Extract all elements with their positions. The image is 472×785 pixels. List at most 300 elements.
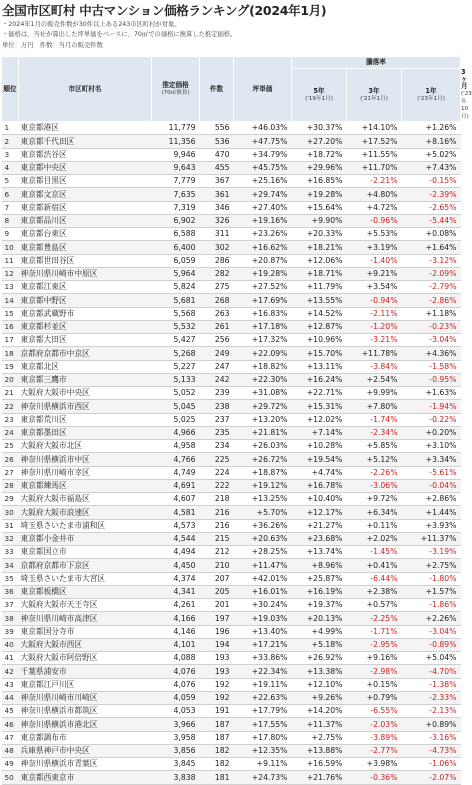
table-row [2,347,461,360]
rate-3m-cell: +1.64% [402,241,461,254]
table-row [2,625,461,638]
rate-3m-cell: -2.39% [402,188,461,201]
table-row [2,705,461,718]
rate-5y-cell: +16.24% [292,373,347,386]
rank-cell: 34 [2,559,19,572]
name-cell: 京都府京都市下京区 [19,559,152,572]
table-row [2,228,461,241]
tsubo-cell: +27.52% [234,281,292,294]
name-cell: 東京都国立市 [19,546,152,559]
note-line-2: ・価格は、当社が算出した坪単価をベースに、70㎡での価格に換算した推定価格。 [2,31,237,38]
rate-3m-cell: +3.10% [402,440,461,453]
tsubo-cell: +17.21% [234,638,292,651]
table-row [2,731,461,744]
rate-3y-cell: -6.44% [347,572,402,585]
rate-5y-cell: +11.79% [292,281,347,294]
rate-5y-cell: +14.52% [292,307,347,320]
table-row [2,572,461,585]
rate-3m-cell: -4.73% [402,744,461,757]
rate-3m-cell: -4.70% [402,665,461,678]
tsubo-cell: +19.12% [234,479,292,492]
count-cell: 556 [200,122,234,135]
rank-cell: 6 [2,188,19,201]
count-cell: 249 [200,347,234,360]
price-cell: 4,581 [152,506,200,519]
table-row [2,161,461,174]
name-cell: 東京都荒川区 [19,413,152,426]
rate-3m-cell: +1.18% [402,307,461,320]
rate-3y-cell: -2.77% [347,744,402,757]
name-cell: 神奈川県川崎市中原区 [19,267,152,280]
name-cell: 神奈川県横浜市青葉区 [19,758,152,771]
table-row [2,135,461,148]
price-cell: 5,052 [152,387,200,400]
rate-3y-cell: +9.99% [347,387,402,400]
tsubo-cell: +34.79% [234,148,292,161]
tsubo-cell: +18.82% [234,360,292,373]
rate-3m-cell: +5.02% [402,148,461,161]
col-header-tsubo: 坪単価 [234,57,292,122]
rate-3y-cell: -2.34% [347,426,402,439]
name-cell: 神奈川県横浜市港北区 [19,718,152,731]
rate-5y-cell: +19.37% [292,599,347,612]
name-cell: 東京都港区 [19,122,152,135]
tsubo-cell: +29.72% [234,400,292,413]
name-cell: 東京都江東区 [19,281,152,294]
name-cell: 神奈川県横浜市都筑区 [19,705,152,718]
count-cell: 302 [200,241,234,254]
price-sub-label: (70㎡換算) [161,89,190,96]
count-cell: 256 [200,334,234,347]
price-cell: 9,643 [152,161,200,174]
rate-3y-cell: +11.70% [347,161,402,174]
tsubo-cell: +17.80% [234,731,292,744]
rank-cell: 45 [2,705,19,718]
rate-3y-cell: +6.34% [347,506,402,519]
tsubo-cell: +26.03% [234,440,292,453]
tsubo-cell: +22.09% [234,347,292,360]
count-cell: 191 [200,705,234,718]
price-cell: 4,076 [152,678,200,691]
name-cell: 東京都小金井市 [19,532,152,545]
name-cell: 埼玉県さいたま市大宮区 [19,572,152,585]
count-cell: 235 [200,426,234,439]
table-row [2,665,461,678]
table-row [2,678,461,691]
rank-cell: 19 [2,360,19,373]
rate-3m-cell: +2.26% [402,612,461,625]
price-cell: 6,400 [152,241,200,254]
rate-3m-cell: -5.61% [402,466,461,479]
count-cell: 234 [200,440,234,453]
count-cell: 268 [200,294,234,307]
table-row [2,188,461,201]
rank-cell: 40 [2,638,19,651]
rank-cell: 11 [2,254,19,267]
table-row [2,652,461,665]
rate-5y-cell: +18.21% [292,241,347,254]
rate-3y-cell: -1.20% [347,320,402,333]
rate-3y-cell: +7.80% [347,400,402,413]
count-cell: 218 [200,493,234,506]
table-row [2,241,461,254]
rate-5y-cell: +21.76% [292,771,347,784]
name-cell: 大阪府大阪市阿倍野区 [19,652,152,665]
rank-cell: 2 [2,135,19,148]
rank-cell: 41 [2,652,19,665]
table-row [2,214,461,227]
table-row [2,360,461,373]
count-cell: 192 [200,678,234,691]
rate-3y-cell: -1.45% [347,546,402,559]
count-cell: 239 [200,387,234,400]
count-cell: 263 [200,307,234,320]
table-row [2,546,461,559]
price-cell: 4,607 [152,493,200,506]
tsubo-cell: +26.72% [234,453,292,466]
rate-3y-cell: -2.11% [347,307,402,320]
table-row [2,440,461,453]
price-cell: 5,681 [152,294,200,307]
rank-cell: 25 [2,440,19,453]
rank-cell: 3 [2,148,19,161]
1y-sub-label: ('23年1月) [417,95,445,102]
price-cell: 4,059 [152,691,200,704]
table-row [2,493,461,506]
tsubo-cell: +17.69% [234,294,292,307]
rate-3m-cell: -0.04% [402,479,461,492]
tsubo-cell: +46.03% [234,122,292,135]
tsubo-cell: +21.81% [234,426,292,439]
count-cell: 193 [200,652,234,665]
rate-3y-cell: +9.21% [347,267,402,280]
price-cell: 5,427 [152,334,200,347]
rate-5y-cell: +12.10% [292,678,347,691]
rate-3m-cell: +5.04% [402,652,461,665]
rate-5y-cell: +5.18% [292,638,347,651]
rate-3y-cell: -0.94% [347,294,402,307]
tsubo-cell: +5.70% [234,506,292,519]
price-cell: 4,544 [152,532,200,545]
price-cell: 4,341 [152,585,200,598]
rate-5y-cell: +14.20% [292,705,347,718]
rate-5y-cell: +16.85% [292,175,347,188]
name-cell: 大阪府大阪市福島区 [19,493,152,506]
tsubo-cell: +47.75% [234,135,292,148]
rate-5y-cell: +12.02% [292,413,347,426]
table-row [2,320,461,333]
tsubo-cell: +20.63% [234,532,292,545]
count-cell: 242 [200,373,234,386]
name-cell: 東京都品川区 [19,214,152,227]
price-cell: 4,958 [152,440,200,453]
price-cell: 5,133 [152,373,200,386]
rank-cell: 20 [2,373,19,386]
count-cell: 247 [200,360,234,373]
rate-5y-cell: +29.96% [292,161,347,174]
page-title: 全国市区町村 中古マンション価格ランキング(2024年1月) [2,3,327,18]
price-cell: 4,101 [152,638,200,651]
rate-5y-cell: +4.99% [292,625,347,638]
rate-5y-cell: +19.28% [292,188,347,201]
rate-3y-cell: -3.89% [347,731,402,744]
rate-5y-cell: +18.72% [292,148,347,161]
rank-cell: 48 [2,744,19,757]
tsubo-cell: +22.63% [234,691,292,704]
price-cell: 4,053 [152,705,200,718]
tsubo-cell: +36.26% [234,519,292,532]
col-header-name: 市区町村名 [19,57,152,122]
count-cell: 286 [200,254,234,267]
rate-3m-cell: -1.58% [402,360,461,373]
rate-3y-cell: +5.53% [347,228,402,241]
name-cell: 東京都千代田区 [19,135,152,148]
rate-3m-cell: +2.86% [402,493,461,506]
tsubo-cell: +17.79% [234,705,292,718]
rank-cell: 39 [2,625,19,638]
name-cell: 東京都江戸川区 [19,678,152,691]
table-row [2,519,461,532]
rate-3m-cell: +1.44% [402,506,461,519]
col-header-rank: 順位 [2,57,19,122]
rate-5y-cell: +22.71% [292,387,347,400]
rate-5y-cell: +16.59% [292,758,347,771]
rate-3y-cell: +2.54% [347,373,402,386]
rank-cell: 42 [2,665,19,678]
count-cell: 455 [200,161,234,174]
rate-3m-cell: -5.44% [402,214,461,227]
rate-3y-cell: +4.72% [347,201,402,214]
rate-3y-cell: +0.57% [347,599,402,612]
1y-label: 1年 [425,86,437,95]
rate-5y-cell: +10.96% [292,334,347,347]
rate-3m-cell: -2.33% [402,691,461,704]
table-row [2,175,461,188]
rate-3y-cell: +2.38% [347,585,402,598]
tsubo-cell: +11.47% [234,559,292,572]
rate-3y-cell: +5.85% [347,440,402,453]
rate-3y-cell: +14.10% [347,122,402,135]
rate-5y-cell: +26.92% [292,652,347,665]
price-cell: 7,635 [152,188,200,201]
count-cell: 216 [200,506,234,519]
rate-3y-cell: +11.55% [347,148,402,161]
rate-5y-cell: +27.20% [292,135,347,148]
count-cell: 361 [200,188,234,201]
rank-cell: 31 [2,519,19,532]
col-header-rate-group: 騰落率 [292,57,461,69]
tsubo-cell: +17.55% [234,718,292,731]
rate-3m-cell: +1.26% [402,122,461,135]
price-cell: 4,146 [152,625,200,638]
rate-5y-cell: +4.74% [292,466,347,479]
rate-3y-cell: -2.03% [347,718,402,731]
table-row [2,585,461,598]
rate-3m-cell: -0.95% [402,373,461,386]
rate-3m-cell: -1.38% [402,678,461,691]
count-cell: 261 [200,320,234,333]
rank-cell: 44 [2,691,19,704]
tsubo-cell: +19.03% [234,612,292,625]
rank-cell: 12 [2,267,19,280]
tsubo-cell: +16.83% [234,307,292,320]
rate-3m-cell: -1.94% [402,400,461,413]
tsubo-cell: +13.25% [234,493,292,506]
rate-5y-cell: +18.71% [292,267,347,280]
price-cell: 3,958 [152,731,200,744]
tsubo-cell: +17.18% [234,320,292,333]
tsubo-cell: +9.11% [234,758,292,771]
name-cell: 神奈川県横浜市西区 [19,400,152,413]
rate-3m-cell: -2.86% [402,294,461,307]
tsubo-cell: +19.11% [234,678,292,691]
rate-5y-cell: +12.87% [292,320,347,333]
col-header-1y [402,69,461,122]
rate-5y-cell: +15.31% [292,400,347,413]
table-row [2,479,461,492]
count-cell: 181 [200,771,234,784]
count-cell: 222 [200,479,234,492]
count-cell: 470 [200,148,234,161]
rank-cell: 26 [2,453,19,466]
rate-3m-cell: -2.09% [402,267,461,280]
name-cell: 東京都中野区 [19,294,152,307]
price-cell: 5,964 [152,267,200,280]
note-line-1: ・2024年1月の販売件数が30件以上ある243市区町村が対象。 [2,21,181,28]
name-cell: 神奈川県川崎市幸区 [19,466,152,479]
rate-3y-cell: -0.96% [347,214,402,227]
tsubo-cell: +13.20% [234,413,292,426]
rate-3m-cell: -2.13% [402,705,461,718]
price-cell: 6,902 [152,214,200,227]
rank-cell: 47 [2,731,19,744]
rate-5y-cell: +13.38% [292,665,347,678]
name-cell: 東京都西東京市 [19,771,152,784]
name-cell: 大阪府大阪市西区 [19,638,152,651]
price-cell: 4,261 [152,599,200,612]
rank-cell: 10 [2,241,19,254]
price-cell: 4,766 [152,453,200,466]
count-cell: 224 [200,466,234,479]
rate-5y-cell: +16.19% [292,585,347,598]
tsubo-cell: +30.24% [234,599,292,612]
rate-5y-cell: +13.55% [292,294,347,307]
5y-sub-label: ('19年1月) [305,95,333,102]
name-cell: 東京都世田谷区 [19,254,152,267]
3y-label: 3年 [368,86,380,95]
count-cell: 346 [200,201,234,214]
name-cell: 大阪府大阪市北区 [19,440,152,453]
tsubo-cell: +28.25% [234,546,292,559]
tsubo-cell: +20.87% [234,254,292,267]
tsubo-cell: +22.30% [234,373,292,386]
price-cell: 5,268 [152,347,200,360]
rate-3y-cell: -2.21% [347,175,402,188]
name-cell: 東京都豊島区 [19,241,152,254]
rank-cell: 24 [2,426,19,439]
rank-cell: 36 [2,585,19,598]
count-cell: 212 [200,546,234,559]
count-cell: 182 [200,744,234,757]
table-row [2,387,461,400]
table-row [2,400,461,413]
price-cell: 5,568 [152,307,200,320]
rank-cell: 27 [2,466,19,479]
rate-3m-cell: -1.06% [402,758,461,771]
price-cell: 4,450 [152,559,200,572]
tsubo-cell: +24.73% [234,771,292,784]
rate-5y-cell: +20.33% [292,228,347,241]
price-cell: 6,059 [152,254,200,267]
rate-3m-cell: -1.86% [402,599,461,612]
count-cell: 216 [200,519,234,532]
rate-3m-cell: -3.16% [402,731,461,744]
rank-cell: 15 [2,307,19,320]
rate-3y-cell: +9.72% [347,493,402,506]
rank-cell: 43 [2,678,19,691]
rate-3m-cell: +4.36% [402,347,461,360]
count-cell: 282 [200,267,234,280]
count-cell: 210 [200,559,234,572]
rate-5y-cell: +13.88% [292,744,347,757]
rank-cell: 7 [2,201,19,214]
name-cell: 大阪府大阪市浪速区 [19,506,152,519]
rate-3m-cell: +11.37% [402,532,461,545]
tsubo-cell: +12.35% [234,744,292,757]
rate-3y-cell: +11.78% [347,347,402,360]
name-cell: 神奈川県川崎市高津区 [19,612,152,625]
rate-3y-cell: -1.74% [347,413,402,426]
rate-3y-cell: +17.52% [347,135,402,148]
table-row [2,771,461,784]
rate-3y-cell: -6.55% [347,705,402,718]
price-cell: 4,166 [152,612,200,625]
name-cell: 東京都三鷹市 [19,373,152,386]
count-cell: 225 [200,453,234,466]
rate-5y-cell: +13.11% [292,360,347,373]
rate-3m-cell: -1.80% [402,572,461,585]
3y-sub-label: ('21年1月) [360,95,388,102]
rate-3y-cell: -2.95% [347,638,402,651]
count-cell: 215 [200,532,234,545]
rate-3y-cell: +0.79% [347,691,402,704]
rate-5y-cell: +10.28% [292,440,347,453]
name-cell: 東京都練馬区 [19,479,152,492]
table-row [2,453,461,466]
price-cell: 6,588 [152,228,200,241]
table-row [2,254,461,267]
price-cell: 4,374 [152,572,200,585]
table-row [2,532,461,545]
count-cell: 187 [200,718,234,731]
rank-cell: 13 [2,281,19,294]
rate-5y-cell: +15.64% [292,201,347,214]
price-cell: 11,356 [152,135,200,148]
count-cell: 192 [200,691,234,704]
tsubo-cell: +31.08% [234,387,292,400]
rate-5y-cell: +30.37% [292,122,347,135]
rate-3m-cell: -3.12% [402,254,461,267]
count-cell: 197 [200,612,234,625]
rate-5y-cell: +21.27% [292,519,347,532]
name-cell: 東京都板橋区 [19,585,152,598]
rank-cell: 28 [2,479,19,492]
rate-3m-cell: -3.04% [402,625,461,638]
rate-3y-cell: +2.02% [347,532,402,545]
name-cell: 東京都新宿区 [19,201,152,214]
price-cell: 3,845 [152,758,200,771]
count-cell: 238 [200,400,234,413]
